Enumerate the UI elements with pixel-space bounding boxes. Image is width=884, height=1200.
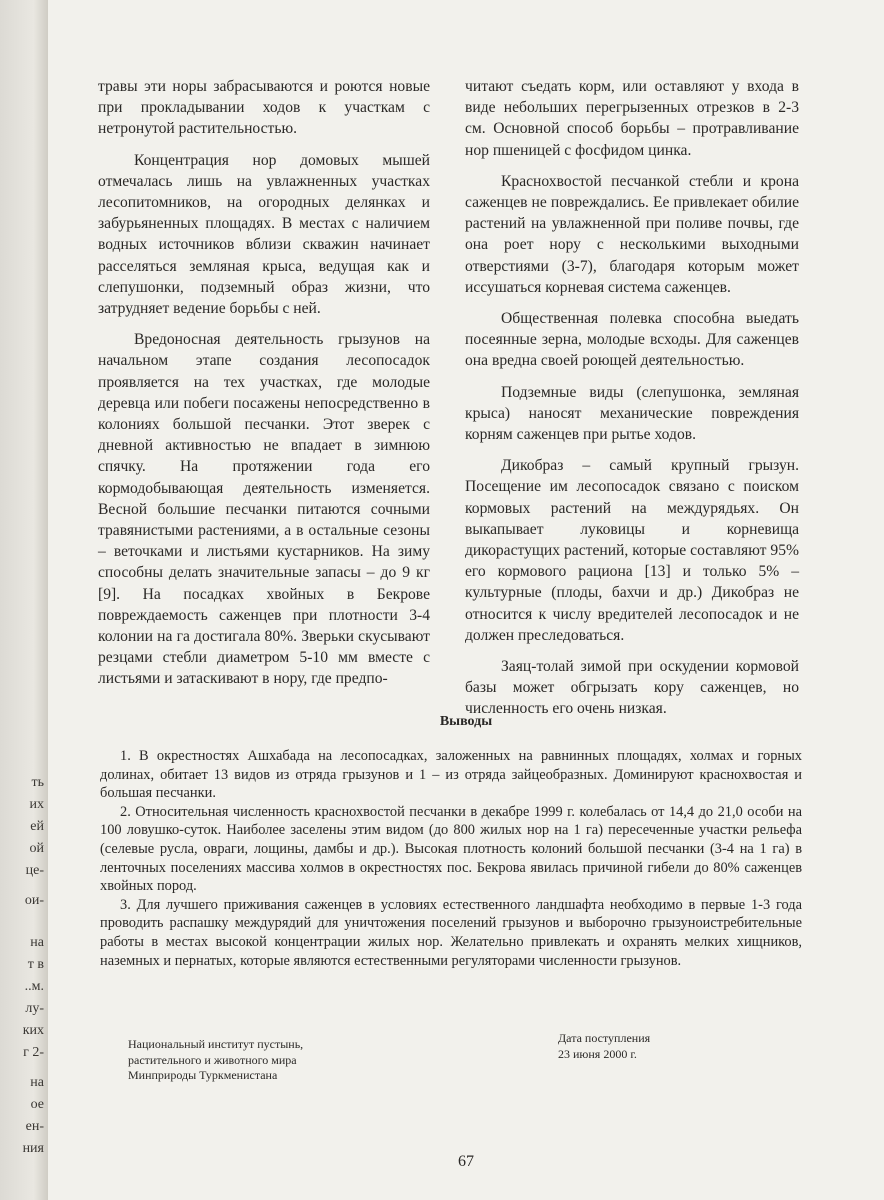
margin-fragment: ой (29, 841, 44, 856)
page-number: 67 (458, 1153, 474, 1170)
conclusion-item: 3. Для лучшего приживания саженцев в условиях естественного ландшафта необходимо в первые 1-3 года проводить распашку междурядий для уничтожения поселений грызунов и выборочно грызуноистребительные работы в местах высокой концентрации жилых нор. Желательно привлекать и охранять мелких хищников, наземных и пернатых, которые являются естественными регуляторами численности грызунов. (100, 896, 802, 969)
margin-fragment: на (30, 1075, 44, 1090)
received-label: Дата поступления (558, 1031, 651, 1045)
page (48, 0, 884, 1200)
margin-fragment: ть (31, 775, 44, 790)
margin-fragment: ои- (24, 893, 44, 908)
margin-fragment: ..м. (24, 979, 44, 994)
received-date (558, 1031, 650, 1062)
paragraph: Концентрация нор домовых мышей отмечалась лишь на увлажненных участках лесопитомников, на огородных делянках и забурьяненных площадях. В местах с наличием водных источников вблизи скважин начинает расселяться земляная крыса, ведущая как и слепушонки, подземный образ жизни, что затрудняет ведение борьбы с ней. (98, 151, 430, 318)
paragraph: Краснохвостой песчанкой стебли и крона саженцев не повреждались. Ее привлекает обилие растений на увлажненной при поливе почвы, где она роет нору с несколькими выходными отверстиями (3-7), благодаря которым может иссушаться корневая система саженцев. (465, 172, 799, 296)
paragraph: Подземные виды (слепушонка, земляная крыса) наносят механические повреждения корням саженцев при рытье ходов. (465, 383, 799, 444)
paragraph: читают съедать корм, или оставляют у входа в виде небольших перегрызенных отрезков в 2-3 см. Основной способ борьбы – протравливание нор пшеницей с фосфидом цинка. (465, 78, 799, 159)
margin-fragment: ких (22, 1023, 44, 1038)
paragraph: травы эти норы забрасываются и роются новые при прокладывании ходов к участкам с нетронутой растительностью. (98, 78, 430, 138)
affiliation-line: Национальный институт пустынь, (128, 1037, 304, 1051)
margin-fragment: их (29, 797, 44, 812)
left-column (98, 76, 430, 690)
paragraph: Заяц-толай зимой при оскудении кормовой базы может обгрызать кору саженцев, но численность его очень низкая. (465, 658, 799, 718)
right-column (465, 76, 799, 720)
adjacent-page-margin (0, 0, 48, 1200)
margin-fragment: ен- (25, 1119, 44, 1134)
paragraph: Дикобраз – самый крупный грызун. Посещение им лесопосадок связано с поиском кормовых растений на междурядьях. Он выкапывает луковицы и корневища дикорастущих растений, которые составляют 95% его кормового рациона [13] и только 5% – культурные (плоды, бахчи и др.) Дикобраз не относится к числу вредителей лесопосадок и не должен преследоваться. (465, 457, 799, 644)
received-value: 23 июня 2000 г. (558, 1046, 637, 1061)
conclusions-list (100, 747, 802, 970)
margin-fragment: т в (27, 957, 44, 972)
affiliation (128, 1037, 303, 1084)
margin-fragment: ей (30, 819, 44, 834)
margin-fragment: на (30, 935, 44, 950)
margin-fragment: це- (25, 863, 44, 878)
conclusion-item: 2. Относительная численность краснохвостой песчанки в декабре 1999 г. колебалась от 14,4 до 21,0 особи на 100 ловушко-суток. Наиболее заселены этим видом (до 800 жилых нор на 1 га) пересеченные участки рельефа (селевые русла, овраги, лощины, дамбы и др.). Высокая плотность колоний большой песчанки (3-4 на 1 га) в ленточных поселениях массива холмов в окрестностях пос. Бекрова явилась причиной гибели до 80% саженцев хвойных пород. (100, 803, 802, 895)
paragraph: Вредоносная деятельность грызунов на начальном этапе создания лесопосадок проявляется на тех участках, где молодые деревца или побеги посажены непосредственно в колониях большой песчанки. Этот зверек с дневной активностью не впадает в зимнюю спячку. На протяжении года его кормодобывающая деятельность изменяется. Весной большие песчанки питаются сочными травянистыми растениями, а в остальные сезоны – веточками и листьями кустарников. На зиму способны делать значительные запасы – до 9 кг [9]. На посадках хвойных в Бекрове повреждаемость саженцев при плотности 3-4 колонии на га достигала 80%. Зверьки скусывают резцами стебли диаметром 5-10 мм вместе с листьями и затаскивают в нору, где предпо- (98, 331, 430, 688)
conclusion-item: 1. В окрестностях Ашхабада на лесопосадках, заложенных на равнинных площадях, холмах и горных долинах, обитает 13 видов из отряда грызунов и 1 – из отряда зайцеобразных. Доминируют краснохвостая и большая песчанки. (100, 748, 802, 802)
affiliation-line: растительного и животного мира (128, 1052, 297, 1067)
margin-fragment: лу- (25, 1001, 44, 1016)
section-title: Выводы (439, 714, 493, 729)
margin-fragment: ое (30, 1097, 44, 1112)
affiliation-line: Минприроды Туркменистана (128, 1068, 278, 1082)
paragraph: Общественная полевка способна выедать посеянные зерна, молодые всходы. Для саженцев она вредна своей роющей деятельностью. (465, 310, 799, 370)
margin-fragment: г 2- (23, 1045, 44, 1060)
margin-fragment: ния (22, 1141, 44, 1156)
